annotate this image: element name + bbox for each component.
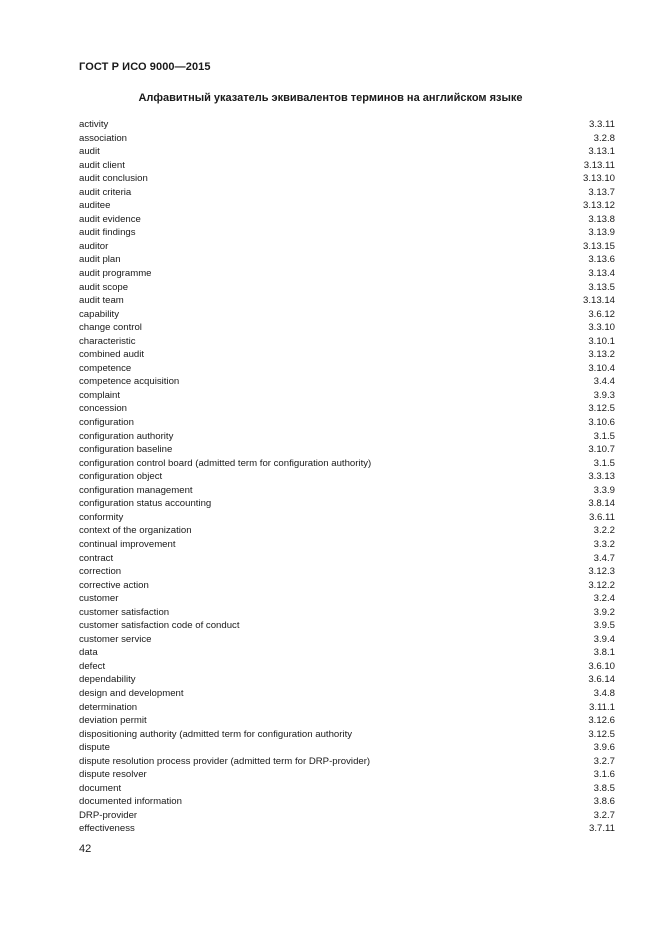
index-entry <box>79 633 615 647</box>
index-term: activity <box>79 119 109 130</box>
index-reference: 3.3.2 <box>593 538 615 550</box>
index-term: audit criteria <box>79 186 132 198</box>
index-reference: 3.2.2 <box>593 525 615 537</box>
index-reference: 3.13.10 <box>582 173 615 185</box>
index-reference: 3.13.2 <box>588 349 615 361</box>
index-term: configuration authority <box>79 430 174 442</box>
index-reference: 3.6.11 <box>589 511 615 523</box>
index-term: capability <box>79 308 119 320</box>
index-reference: 3.13.8 <box>588 213 615 225</box>
index-entry <box>79 579 615 593</box>
index-term: design and development <box>79 687 184 699</box>
index-term: continual improvement <box>79 538 176 550</box>
index-entry <box>79 402 615 416</box>
index-reference: 3.12.5 <box>588 728 615 740</box>
index-reference: 3.13.1 <box>588 146 615 158</box>
index-term: defect <box>79 660 106 672</box>
index-reference: 3.12.2 <box>588 579 615 591</box>
index-reference: 3.9.6 <box>593 742 615 754</box>
index-entry <box>79 660 615 674</box>
page-number: 42 <box>79 843 92 855</box>
index-reference: 3.13.15 <box>582 240 615 252</box>
index-reference: 3.12.3 <box>588 566 615 578</box>
index-term: context of the organization <box>79 525 192 537</box>
index-term: customer service <box>79 633 152 645</box>
index-entry <box>79 443 615 457</box>
index-entry <box>79 172 615 186</box>
index-term: dispute resolver <box>79 769 147 781</box>
index-term: dispute resolution process provider (admitted term for DRP-provider) <box>79 755 371 767</box>
index-reference: 3.8.5 <box>593 782 615 794</box>
index-reference: 3.3.11 <box>589 119 615 130</box>
index-entry <box>79 294 615 308</box>
index-entry <box>79 673 615 687</box>
index-reference: 3.2.7 <box>593 755 615 767</box>
index-term: change control <box>79 322 142 334</box>
index-reference: 3.9.3 <box>593 389 615 401</box>
index-reference: 3.10.7 <box>588 444 615 456</box>
index-entry <box>79 768 615 782</box>
index-term: effectiveness <box>79 823 135 835</box>
index-entry <box>79 755 615 769</box>
index-entry <box>79 809 615 823</box>
index-term: configuration object <box>79 471 163 483</box>
index-term: deviation permit <box>79 715 147 727</box>
index-entry <box>79 375 615 389</box>
index-entry <box>79 159 615 173</box>
index-reference: 3.2.7 <box>593 809 615 821</box>
index-term: auditor <box>79 240 109 252</box>
index-entry <box>79 213 615 227</box>
index-term: audit scope <box>79 281 129 293</box>
index-reference: 3.7.11 <box>589 823 615 835</box>
index-entry <box>79 511 615 525</box>
index-entry <box>79 606 615 620</box>
index-reference: 3.13.11 <box>583 159 615 171</box>
index-reference: 3.2.8 <box>593 132 615 144</box>
index-term: audit <box>79 146 100 158</box>
index-reference: 3.9.4 <box>593 633 615 645</box>
index-term: concession <box>79 403 127 415</box>
index-entry <box>79 145 615 159</box>
index-entry <box>79 267 615 281</box>
index-entry <box>79 118 615 132</box>
index-entry <box>79 335 615 349</box>
index-entry <box>79 538 615 552</box>
index-term: audit plan <box>79 254 121 266</box>
index-term: combined audit <box>79 349 145 361</box>
index-entry <box>79 389 615 403</box>
index-term: audit evidence <box>79 213 141 225</box>
index-entry <box>79 281 615 295</box>
index-term: configuration management <box>79 484 193 496</box>
index-reference: 3.6.14 <box>588 674 615 686</box>
index-term: association <box>79 132 127 144</box>
index-reference: 3.4.4 <box>593 376 615 388</box>
index-term: determination <box>79 701 138 713</box>
index-entry <box>79 470 615 484</box>
index-reference: 3.9.5 <box>593 620 615 632</box>
index-reference: 3.13.5 <box>588 281 615 293</box>
index-entry <box>79 497 615 511</box>
index-term: configuration <box>79 417 134 429</box>
index-term: complaint <box>79 389 121 401</box>
index-entry <box>79 226 615 240</box>
index-entry <box>79 701 615 715</box>
index-title: Алфавитный указатель эквивалентов терминов на английском языке <box>138 92 523 104</box>
index-term: audit team <box>79 295 124 307</box>
index-term: dependability <box>79 674 136 686</box>
index-term: documented information <box>79 796 182 808</box>
index-term: customer <box>79 593 119 605</box>
document-header: ГОСТ Р ИСО 9000—2015 <box>79 61 211 73</box>
index-entry <box>79 321 615 335</box>
index-term: data <box>79 647 98 659</box>
index-reference: 3.13.4 <box>588 268 615 280</box>
index-reference: 3.13.7 <box>588 186 615 198</box>
index-entry <box>79 782 615 796</box>
index-reference: 3.3.13 <box>588 471 615 483</box>
index-reference: 3.6.10 <box>588 660 615 672</box>
index-reference: 3.13.9 <box>588 227 615 239</box>
index-reference: 3.10.6 <box>588 417 615 429</box>
index-reference: 3.4.7 <box>593 552 615 564</box>
index-reference: 3.12.5 <box>588 403 615 415</box>
index-reference: 3.8.6 <box>593 796 615 808</box>
index-entry <box>79 308 615 322</box>
index-entry <box>79 714 615 728</box>
index-reference: 3.13.6 <box>588 254 615 266</box>
index-reference: 3.6.12 <box>588 308 615 320</box>
index-entry <box>79 524 615 538</box>
index-term: DRP-provider <box>79 809 138 821</box>
index-reference: 3.9.2 <box>593 606 615 618</box>
index-term: conformity <box>79 511 124 523</box>
index-term: dispositioning authority (admitted term for configuration authority <box>79 728 353 740</box>
index-entry <box>79 822 615 836</box>
index-entry <box>79 484 615 498</box>
index-term: configuration baseline <box>79 444 173 456</box>
index-entry <box>79 199 615 213</box>
index-term: audit conclusion <box>79 173 148 185</box>
index-reference: 3.8.1 <box>593 647 615 659</box>
index-entry <box>79 348 615 362</box>
index-reference: 3.10.1 <box>588 335 615 347</box>
index-reference: 3.12.6 <box>588 715 615 727</box>
index-entry <box>79 132 615 146</box>
index-entry <box>79 186 615 200</box>
index-term: contract <box>79 552 114 564</box>
index-term: audit findings <box>79 227 136 239</box>
index-reference: 3.2.4 <box>593 593 615 605</box>
index-reference: 3.3.10 <box>588 322 615 334</box>
index-term: competence acquisition <box>79 376 180 388</box>
index-reference: 3.3.9 <box>593 484 615 496</box>
index-reference: 3.8.14 <box>588 498 615 510</box>
index-entry <box>79 619 615 633</box>
index-reference: 3.10.4 <box>588 362 615 374</box>
index-term: audit programme <box>79 268 152 280</box>
index-entry <box>79 240 615 254</box>
index-term: competence <box>79 362 132 374</box>
index-term: document <box>79 782 122 794</box>
index-entry <box>79 362 615 376</box>
index-term: customer satisfaction code of conduct <box>79 620 240 632</box>
index-entry <box>79 728 615 742</box>
index-entry <box>79 253 615 267</box>
index-reference: 3.11.1 <box>589 701 615 713</box>
index-entry <box>79 592 615 606</box>
index-entry <box>79 565 615 579</box>
index-term: customer satisfaction <box>79 606 170 618</box>
index-term: audit client <box>79 159 125 171</box>
index-reference: 3.1.5 <box>593 430 615 442</box>
index-entry <box>79 457 615 471</box>
index-entry <box>79 416 615 430</box>
index-term: configuration control board (admitted term for configuration authority) <box>79 457 372 469</box>
index-entry <box>79 646 615 660</box>
index-term: auditee <box>79 200 111 212</box>
index-entry <box>79 741 615 755</box>
index-term: configuration status accounting <box>79 498 212 510</box>
index-reference: 3.4.8 <box>593 687 615 699</box>
index-term: corrective action <box>79 579 149 591</box>
index-entry <box>79 552 615 566</box>
index-term: dispute <box>79 742 110 754</box>
term-index-list <box>79 118 615 836</box>
index-reference: 3.13.12 <box>582 200 615 212</box>
index-term: correction <box>79 566 122 578</box>
index-entry <box>79 795 615 809</box>
index-term: characteristic <box>79 335 136 347</box>
index-entry <box>79 687 615 701</box>
index-reference: 3.1.5 <box>593 457 615 469</box>
index-reference: 3.1.6 <box>593 769 615 781</box>
index-entry <box>79 430 615 444</box>
index-reference: 3.13.14 <box>582 295 615 307</box>
